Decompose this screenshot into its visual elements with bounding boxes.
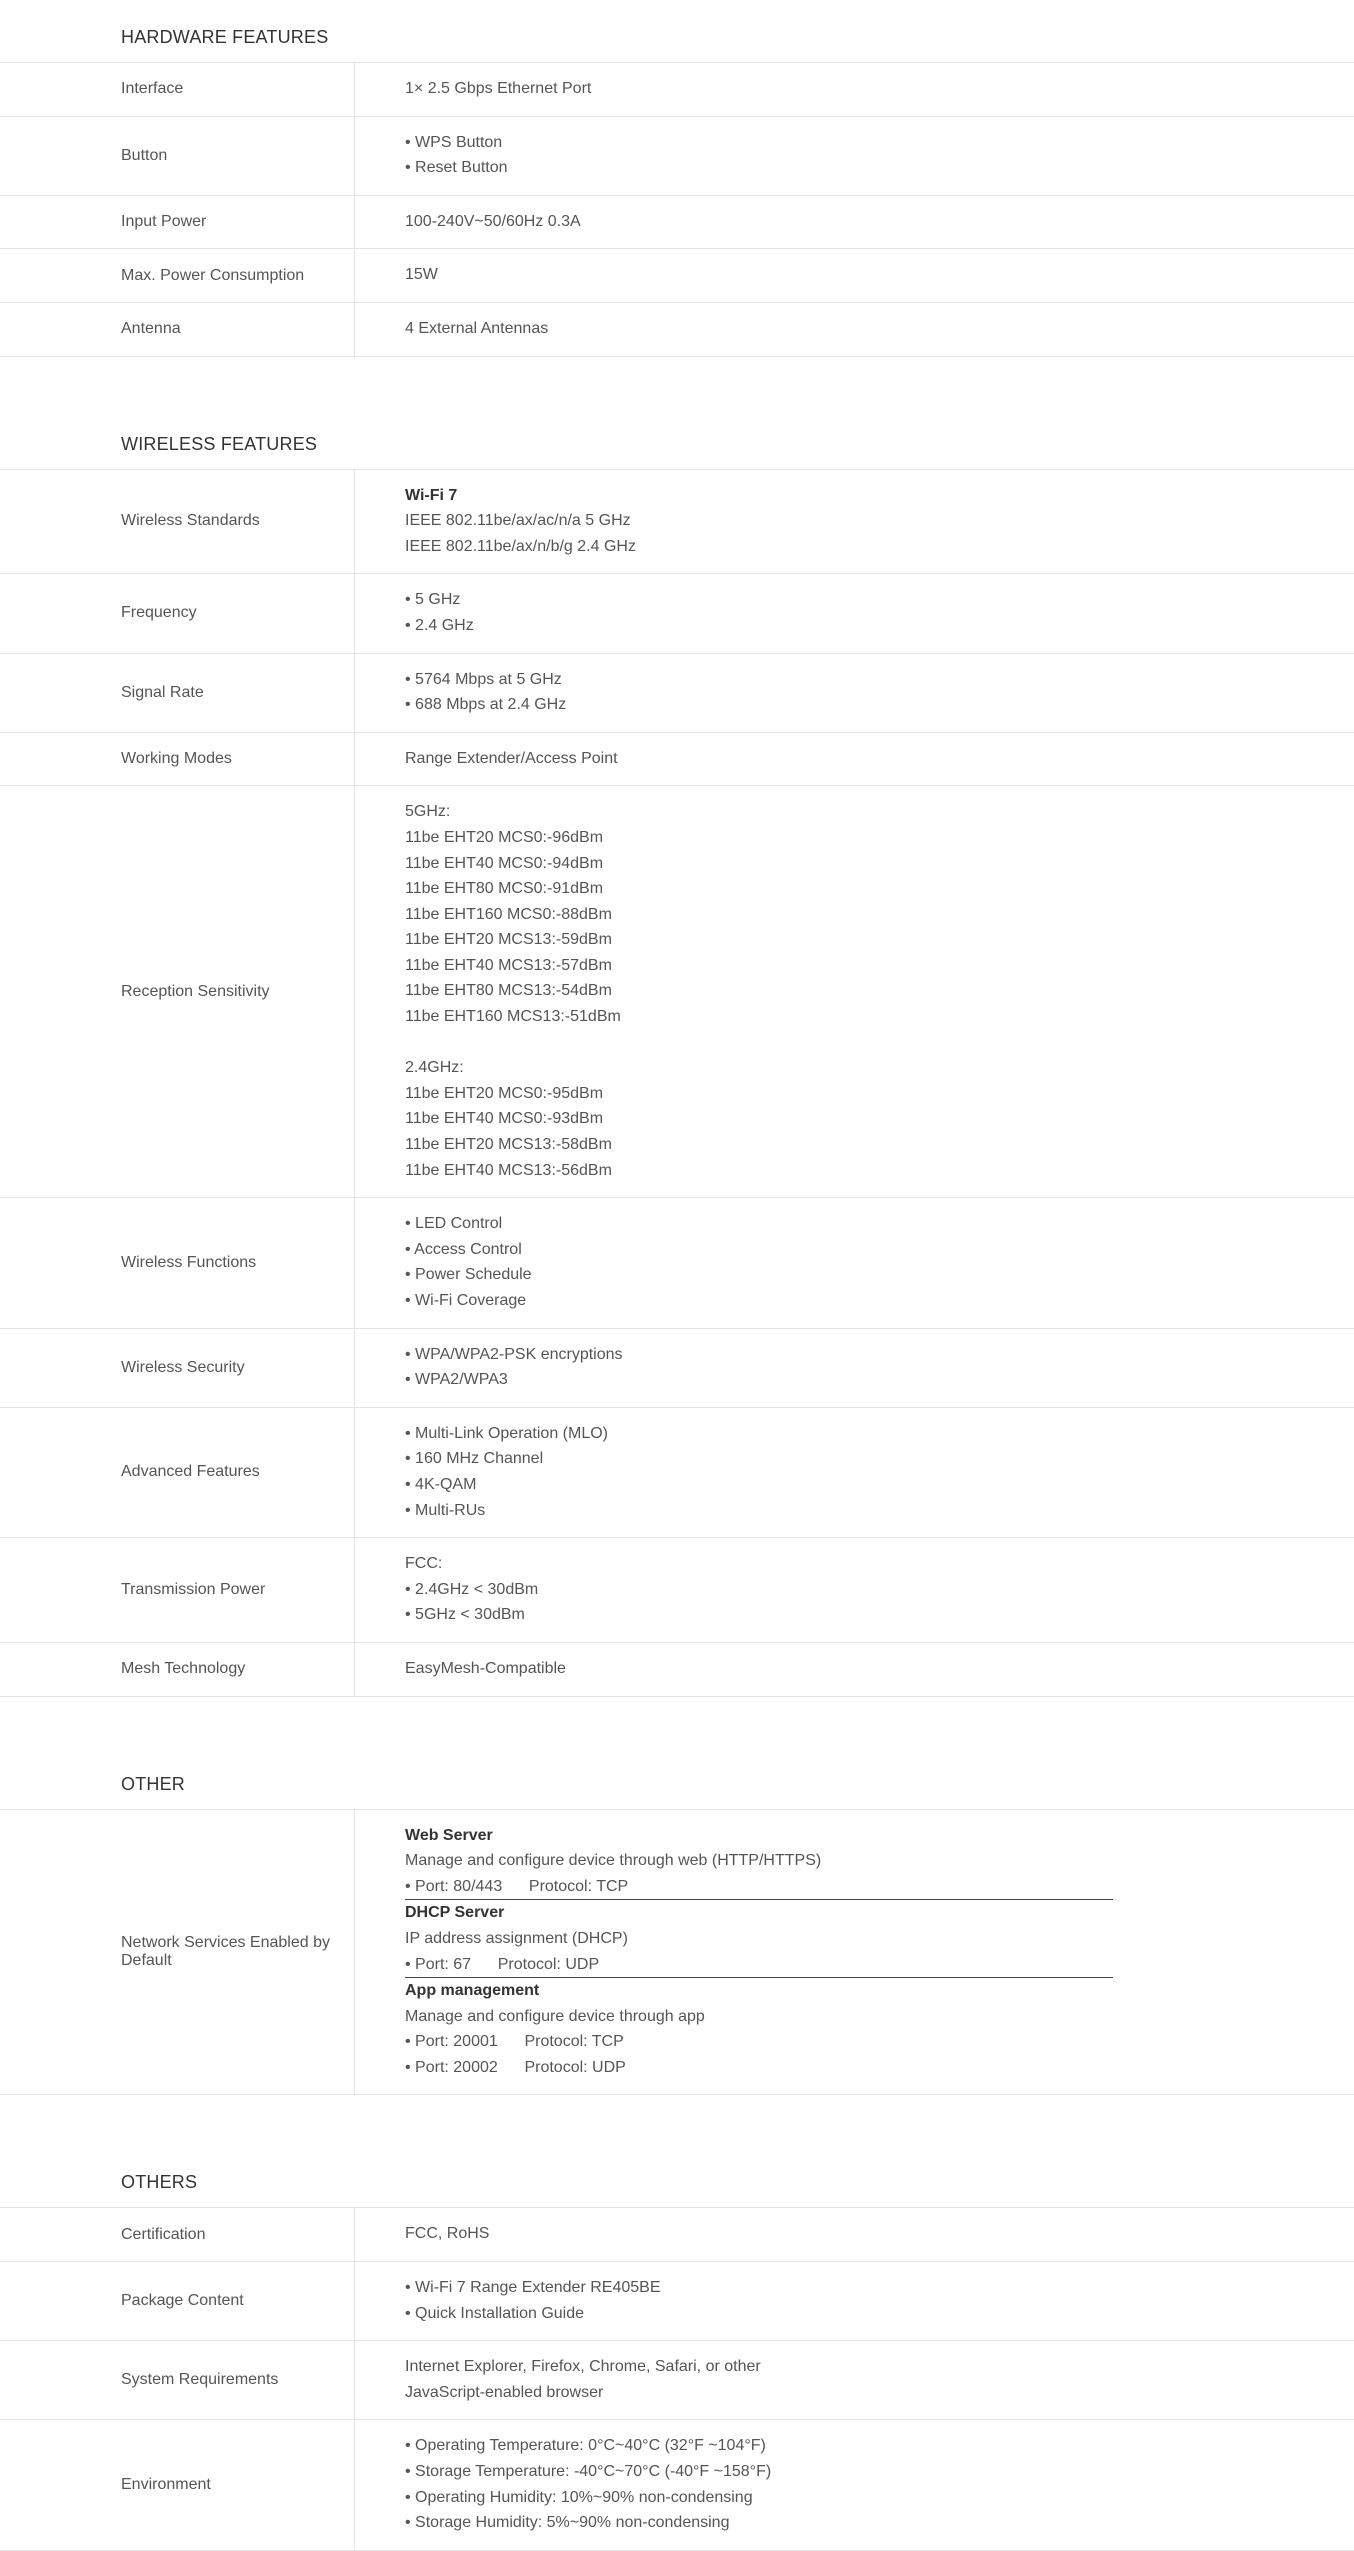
spec-label: Transmission Power bbox=[0, 1538, 355, 1642]
spec-value bbox=[355, 117, 1354, 195]
spec-line bbox=[405, 1030, 1354, 1056]
section-title: WIRELESS FEATURES bbox=[0, 407, 1354, 470]
spec-line: 11be EHT40 MCS13:-57dBm bbox=[405, 956, 612, 974]
spec-line: 11be EHT160 MCS0:-88dBm bbox=[405, 905, 612, 923]
spec-row bbox=[0, 303, 1354, 357]
spec-row bbox=[0, 654, 1354, 733]
spec-line: • WPA2/WPA3 bbox=[405, 1371, 508, 1389]
spec-line: • Reset Button bbox=[405, 159, 508, 177]
spec-line: IEEE 802.11be/ax/ac/n/a 5 GHz bbox=[405, 512, 631, 530]
spec-row bbox=[0, 196, 1354, 250]
spec-row bbox=[0, 1198, 1354, 1328]
spec-value bbox=[355, 1329, 1354, 1407]
spec-line: Manage and configure device through app bbox=[405, 2007, 705, 2025]
spec-label: System Requirements bbox=[0, 2341, 355, 2419]
spec-label: Antenna bbox=[0, 303, 355, 356]
spec-line: 11be EHT80 MCS13:-54dBm bbox=[405, 982, 612, 1000]
spec-label: Advanced Features bbox=[0, 1408, 355, 1537]
spec-value bbox=[355, 1643, 1354, 1696]
spec-line: • Multi-RUs bbox=[405, 1501, 486, 1519]
spec-line: • 4K-QAM bbox=[405, 1475, 477, 1493]
spec-line: • 160 MHz Channel bbox=[405, 1450, 544, 1468]
spec-label: Certification bbox=[0, 2208, 355, 2261]
spec-label: Interface bbox=[0, 63, 355, 116]
spec-line: 11be EHT160 MCS13:-51dBm bbox=[405, 1008, 621, 1026]
spec-line: 11be EHT20 MCS13:-59dBm bbox=[405, 931, 612, 949]
spec-line: • LED Control bbox=[405, 1215, 503, 1233]
spec-value bbox=[355, 2208, 1354, 2261]
section-spacer bbox=[0, 2095, 1354, 2145]
spec-label: Frequency bbox=[0, 574, 355, 652]
spec-line: • Port: 80/443 Protocol: TCP bbox=[405, 1874, 1113, 1901]
spec-label: Wireless Functions bbox=[0, 1198, 355, 1327]
spec-value bbox=[355, 2341, 1354, 2419]
spec-label: Wireless Standards bbox=[0, 470, 355, 574]
spec-line: EasyMesh-Compatible bbox=[405, 1659, 566, 1677]
spec-line: • Port: 20002 Protocol: UDP bbox=[405, 2058, 626, 2076]
spec-subheading: App management bbox=[405, 1982, 540, 2000]
section-spacer bbox=[0, 1697, 1354, 1747]
spec-row bbox=[0, 574, 1354, 653]
spec-label: Network Services Enabled by Default bbox=[0, 1810, 355, 2095]
spec-subheading: Web Server bbox=[405, 1826, 493, 1844]
spec-row bbox=[0, 117, 1354, 196]
spec-label: Environment bbox=[0, 2420, 355, 2549]
spec-line: • Port: 20001 Protocol: TCP bbox=[405, 2033, 624, 2051]
spec-value bbox=[355, 63, 1354, 116]
spec-row bbox=[0, 1643, 1354, 1697]
section-title: HARDWARE FEATURES bbox=[0, 0, 1354, 63]
spec-row bbox=[0, 249, 1354, 303]
spec-row bbox=[0, 470, 1354, 575]
spec-row bbox=[0, 733, 1354, 787]
spec-label: Button bbox=[0, 117, 355, 195]
spec-line: IP address assignment (DHCP) bbox=[405, 1929, 628, 1947]
spec-line: 100-240V~50/60Hz 0.3A bbox=[405, 212, 581, 230]
spec-label: Working Modes bbox=[0, 733, 355, 786]
spec-line: 2.4GHz: bbox=[405, 1059, 464, 1077]
spec-line: 11be EHT40 MCS13:-56dBm bbox=[405, 1161, 612, 1179]
spec-row bbox=[0, 63, 1354, 117]
spec-line: 15W bbox=[405, 266, 438, 284]
spec-line: 1× 2.5 Gbps Ethernet Port bbox=[405, 80, 592, 97]
spec-line: • WPA/WPA2-PSK encryptions bbox=[405, 1345, 623, 1363]
spec-line: • WPS Button bbox=[405, 133, 503, 151]
spec-line: • Power Schedule bbox=[405, 1266, 532, 1284]
spec-line: • 5764 Mbps at 5 GHz bbox=[405, 670, 562, 688]
spec-line: Internet Explorer, Firefox, Chrome, Safari, or other bbox=[405, 2358, 761, 2376]
spec-line: Range Extender/Access Point bbox=[405, 749, 618, 767]
spec-line: Manage and configure device through web (HTTP/HTTPS) bbox=[405, 1852, 822, 1870]
spec-row bbox=[0, 2262, 1354, 2341]
spec-line: • 5 GHz bbox=[405, 591, 461, 609]
spec-line: 11be EHT20 MCS13:-58dBm bbox=[405, 1136, 612, 1154]
spec-line: • Quick Installation Guide bbox=[405, 2304, 585, 2322]
spec-line: • Wi-Fi 7 Range Extender RE405BE bbox=[405, 2279, 661, 2297]
spec-line: • Wi-Fi Coverage bbox=[405, 1292, 527, 1309]
spec-section bbox=[0, 1747, 1354, 2096]
spec-line: • Storage Temperature: -40°C~70°C (-40°F ~158°F) bbox=[405, 2463, 772, 2481]
spec-value bbox=[355, 786, 1354, 1197]
spec-subheading: DHCP Server bbox=[405, 1904, 505, 1922]
spec-value bbox=[355, 2262, 1354, 2340]
spec-line: • 688 Mbps at 2.4 GHz bbox=[405, 696, 567, 714]
spec-line: • Port: 67 Protocol: UDP bbox=[405, 1952, 1113, 1979]
spec-row bbox=[0, 2208, 1354, 2262]
spec-row bbox=[0, 2341, 1354, 2420]
spec-value bbox=[355, 574, 1354, 652]
spec-line: JavaScript-enabled browser bbox=[405, 2383, 604, 2401]
spec-value bbox=[355, 470, 1354, 574]
spec-line: • 5GHz < 30dBm bbox=[405, 1606, 525, 1624]
spec-value bbox=[355, 654, 1354, 732]
spec-value bbox=[355, 733, 1354, 786]
spec-line: 11be EHT20 MCS0:-95dBm bbox=[405, 1084, 604, 1102]
spec-value bbox=[355, 2420, 1354, 2549]
spec-value bbox=[355, 196, 1354, 249]
spec-label: Package Content bbox=[0, 2262, 355, 2340]
spec-label: Mesh Technology bbox=[0, 1643, 355, 1696]
spec-label: Reception Sensitivity bbox=[0, 786, 355, 1197]
spec-row bbox=[0, 786, 1354, 1198]
spec-value bbox=[355, 249, 1354, 302]
spec-line: • 2.4 GHz bbox=[405, 616, 474, 634]
spec-line: • Multi-Link Operation (MLO) bbox=[405, 1424, 608, 1442]
spec-label: Wireless Security bbox=[0, 1329, 355, 1407]
spec-subheading: Wi-Fi 7 bbox=[405, 486, 458, 504]
spec-value bbox=[355, 1198, 1354, 1327]
spec-row bbox=[0, 1810, 1354, 2096]
spec-line: 5GHz: bbox=[405, 803, 451, 821]
spec-value bbox=[355, 1408, 1354, 1537]
spec-section bbox=[0, 0, 1354, 357]
spec-line: • Storage Humidity: 5%~90% non-condensing bbox=[405, 2514, 730, 2532]
spec-line: FCC, RoHS bbox=[405, 2225, 490, 2243]
spec-line: 4 External Antennas bbox=[405, 319, 549, 337]
spec-value bbox=[355, 1810, 1354, 2095]
spec-label: Input Power bbox=[0, 196, 355, 249]
section-title: OTHER bbox=[0, 1747, 1354, 1810]
spec-row bbox=[0, 1538, 1354, 1643]
spec-value bbox=[355, 1538, 1354, 1642]
spec-line: 11be EHT80 MCS0:-91dBm bbox=[405, 880, 604, 898]
spec-line: IEEE 802.11be/ax/n/b/g 2.4 GHz bbox=[405, 537, 636, 555]
spec-label: Max. Power Consumption bbox=[0, 249, 355, 302]
spec-line: 11be EHT20 MCS0:-96dBm bbox=[405, 828, 604, 846]
spec-line: 11be EHT40 MCS0:-94dBm bbox=[405, 854, 604, 872]
spec-line: • Operating Humidity: 10%~90% non-condensing bbox=[405, 2488, 753, 2506]
spec-row bbox=[0, 1408, 1354, 1538]
spec-value bbox=[355, 303, 1354, 356]
spec-line: 11be EHT40 MCS0:-93dBm bbox=[405, 1110, 604, 1128]
spec-label: Signal Rate bbox=[0, 654, 355, 732]
spec-line: • 2.4GHz < 30dBm bbox=[405, 1580, 539, 1598]
spec-line: • Operating Temperature: 0°C~40°C (32°F ~104°F) bbox=[405, 2437, 766, 2455]
spec-section bbox=[0, 407, 1354, 1697]
spec-line: FCC: bbox=[405, 1555, 443, 1573]
section-spacer bbox=[0, 357, 1354, 407]
spec-line: • Access Control bbox=[405, 1240, 522, 1258]
spec-row bbox=[0, 1329, 1354, 1408]
spec-row bbox=[0, 2420, 1354, 2550]
section-title: OTHERS bbox=[0, 2145, 1354, 2208]
spec-section bbox=[0, 2145, 1354, 2550]
